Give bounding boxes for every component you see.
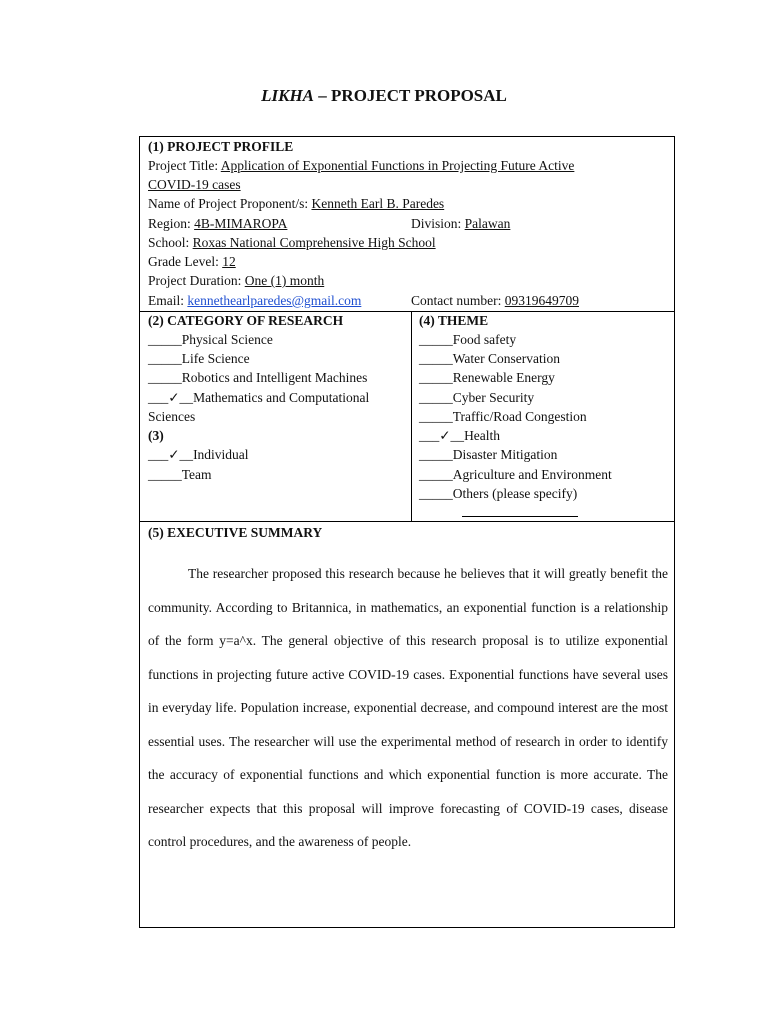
grade-value: 12 — [222, 254, 236, 269]
region-value: 4B-MIMAROPA — [194, 216, 288, 231]
theme-mark: _____ — [419, 409, 453, 424]
category-mark: _____ — [148, 351, 182, 366]
theme-label: Disaster Mitigation — [452, 447, 558, 462]
division-label: Division: — [411, 216, 465, 231]
section3-label: Individual — [193, 447, 249, 462]
email-link[interactable]: kennethearlparedes@gmail.com — [187, 293, 362, 308]
summary-text: The researcher proposed this research because he believes that it will greatly benefit the community. According to Britannica, in mathematics, an exponential function is a relationship of the form y=a^x. The general objective of this research proposal is to utilize exponential functions in projecting future active COVID-19 cases. Exponential functions have several uses in everyday life. Population increase, exponential decrease, and compound interest are the most essential uses. The researcher will use the experimental method of research in order to identify the accuracy of exponential functions and which exponential function is more accurate. The researcher expects that this proposal will improve forecasting of COVID-19 cases, disease control procedures, and the awareness of people. — [148, 566, 668, 849]
contact-label: Contact number: — [411, 293, 505, 308]
section3-item — [148, 465, 212, 484]
contact-value: 09319649709 — [504, 293, 579, 308]
proposal-form — [139, 136, 675, 928]
section3-item-checked — [148, 445, 249, 464]
grade-row — [148, 252, 236, 271]
school-row — [148, 233, 436, 252]
section3-label: Team — [181, 467, 212, 482]
duration-label: Project Duration: — [148, 273, 245, 288]
theme-label: Traffic/Road Congestion — [452, 409, 587, 424]
theme-label: Others (please specify) — [452, 486, 578, 501]
category-item — [148, 330, 273, 349]
grade-label: Grade Level: — [148, 254, 223, 269]
region-row — [148, 214, 287, 233]
division-row — [411, 214, 510, 233]
division-value: Palawan — [464, 216, 511, 231]
category-mark: _____ — [148, 370, 182, 385]
school-value: Roxas National Comprehensive High School — [192, 235, 436, 250]
theme-label: Water Conservation — [452, 351, 561, 366]
theme-heading: (4) THEME — [419, 313, 489, 328]
section3-mark: _____ — [148, 467, 182, 482]
proponent-value: Kenneth Earl B. Paredes — [311, 196, 445, 211]
theme-item — [419, 368, 555, 387]
title-italic: LIKHA — [261, 86, 315, 105]
project-title-row — [148, 156, 574, 175]
theme-item — [419, 330, 516, 349]
others-specify-blank[interactable] — [462, 503, 578, 517]
check-mark-icon: ___✓__ — [419, 428, 465, 443]
theme-item — [419, 349, 560, 368]
category-item — [148, 349, 250, 368]
theme-item-checked — [419, 426, 500, 445]
category-label: Life Science — [181, 351, 250, 366]
category-heading: (2) CATEGORY OF RESEARCH — [148, 313, 344, 328]
region-label: Region: — [148, 216, 195, 231]
summary-heading: (5) EXECUTIVE SUMMARY — [148, 525, 323, 540]
theme-label: Health — [464, 428, 501, 443]
school-label: School: — [148, 235, 193, 250]
duration-value: One (1) month — [244, 273, 325, 288]
category-item-checked — [148, 388, 369, 407]
category-label: Robotics and Intelligent Machines — [181, 370, 368, 385]
theme-mark: _____ — [419, 332, 453, 347]
theme-item — [419, 445, 557, 464]
theme-mark: _____ — [419, 486, 453, 501]
page-title — [0, 86, 768, 106]
theme-others-blank[interactable] — [462, 503, 578, 522]
theme-item — [419, 388, 534, 407]
title-rest: – PROJECT PROPOSAL — [314, 86, 507, 105]
category-mark: _____ — [148, 332, 182, 347]
project-title-value: Application of Exponential Functions in Projecting Future Active — [220, 158, 575, 173]
theme-label: Cyber Security — [452, 390, 535, 405]
theme-item — [419, 407, 587, 426]
duration-row — [148, 271, 324, 290]
project-title-label: Project Title: — [148, 158, 221, 173]
check-mark-icon: ___✓__ — [148, 447, 194, 462]
email-row — [148, 291, 361, 310]
email-label: Email: — [148, 293, 188, 308]
contact-row — [411, 291, 579, 310]
theme-label: Food safety — [452, 332, 517, 347]
category-label: Physical Science — [181, 332, 273, 347]
theme-mark: _____ — [419, 370, 453, 385]
profile-heading: (1) PROJECT PROFILE — [148, 139, 294, 154]
proponent-label: Name of Project Proponent/s: — [148, 196, 312, 211]
check-mark-icon: ___✓__ — [148, 390, 194, 405]
theme-item — [419, 465, 612, 484]
proponent-row — [148, 194, 444, 213]
category-label: Mathematics and Computational — [193, 390, 370, 405]
theme-label: Renewable Energy — [452, 370, 555, 385]
project-title-value-cont: COVID-19 cases — [148, 177, 241, 192]
theme-mark: _____ — [419, 390, 453, 405]
category-item — [148, 368, 367, 387]
theme-mark: _____ — [419, 351, 453, 366]
divider-columns — [411, 311, 412, 521]
theme-mark: _____ — [419, 447, 453, 462]
category-item-continued: Sciences — [148, 409, 196, 424]
theme-item — [419, 484, 577, 503]
theme-mark: _____ — [419, 467, 453, 482]
divider-summary — [140, 521, 674, 522]
theme-label: Agriculture and Environment — [452, 467, 612, 482]
section3-heading: (3) — [148, 428, 164, 443]
